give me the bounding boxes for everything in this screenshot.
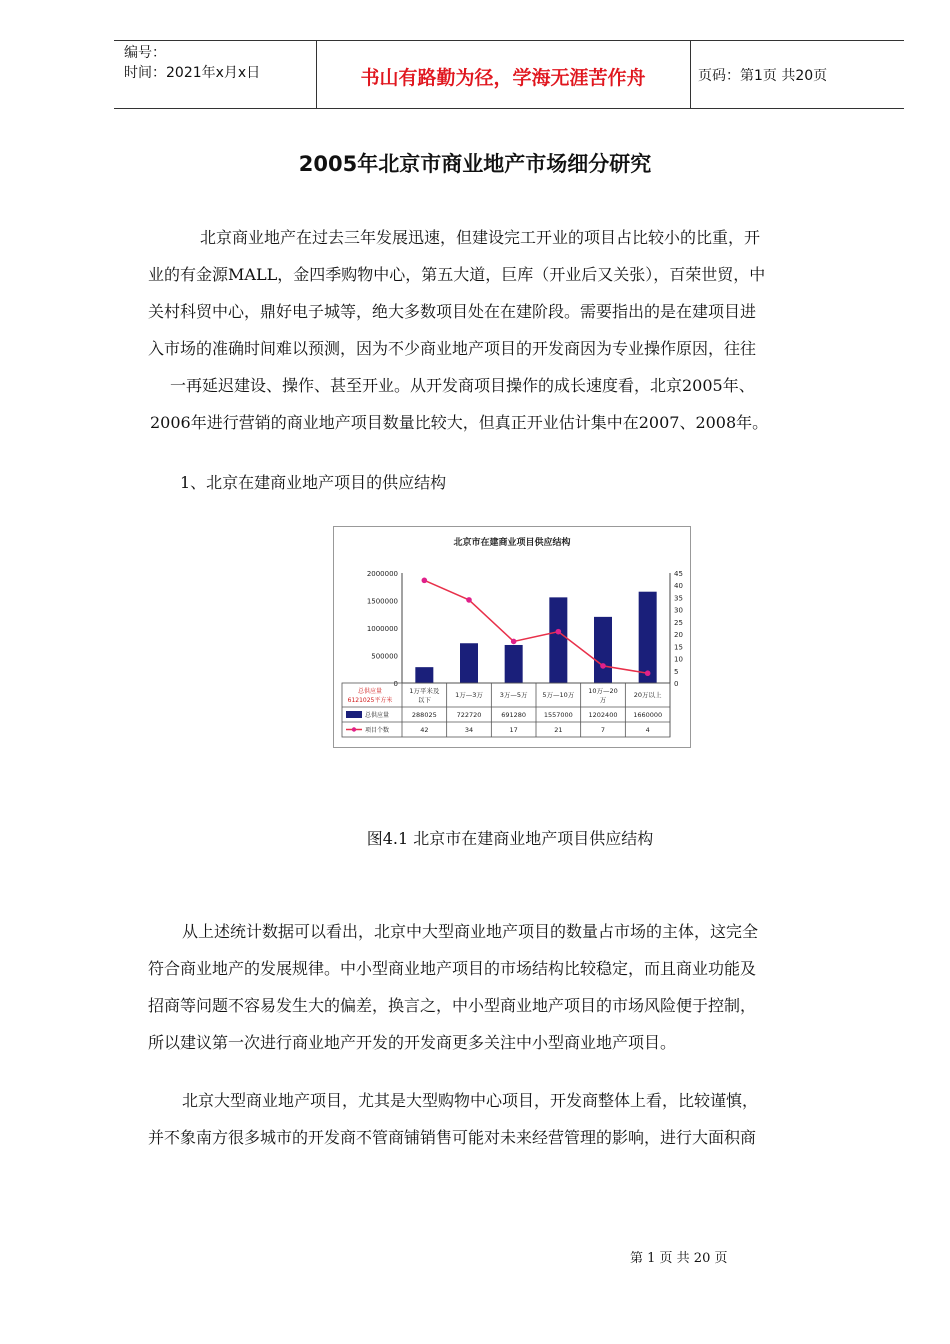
left-tick-label: 2000000 xyxy=(366,570,398,578)
category-label: 20万以上 xyxy=(633,691,662,699)
table-value: 1557000 xyxy=(543,711,573,719)
table-value: 42 xyxy=(420,726,429,734)
supply-structure-chart xyxy=(333,526,691,748)
table-value: 4 xyxy=(645,726,650,734)
page-footer: 第 1 页 共 20 页 xyxy=(630,1251,728,1266)
table-value: 722720 xyxy=(456,711,482,719)
category-label: 5万—10万 xyxy=(542,691,575,699)
bar xyxy=(505,645,523,683)
paragraph-line: 并不象南方很多城市的开发商不管商铺销售可能对未来经营管理的影响，进行大面积商 xyxy=(148,1128,757,1147)
right-tick-label: 35 xyxy=(674,594,683,603)
document-title: 2005年北京市商业地产市场细分研究 xyxy=(298,152,652,176)
header-divider xyxy=(690,41,691,108)
paragraph-line: 北京商业地产在过去三年发展迅速，但建设完工开业的项目占比较小的比重，开 xyxy=(200,228,761,247)
bar xyxy=(460,643,478,683)
paragraph-line: 所以建议第一次进行商业地产开发的开发商更多关注中小型商业地产项目。 xyxy=(148,1033,677,1052)
bar xyxy=(594,617,612,683)
left-tick-label: 1000000 xyxy=(366,625,398,633)
right-tick-label: 5 xyxy=(674,667,679,676)
category-label: 1万—3万 xyxy=(455,691,483,699)
series-line xyxy=(424,580,647,673)
left-tick-label: 1500000 xyxy=(366,597,398,606)
paragraph-line: 业的有金源MALL，金四季购物中心，第五大道，巨库（开业后又关张），百荣世贸，中 xyxy=(148,265,766,284)
paragraph-line: 关村科贸中心，鼎好电子城等，绝大多数项目处在在建阶段。需要指出的是在建项目进 xyxy=(148,302,757,321)
right-tick-label: 45 xyxy=(674,570,683,578)
paragraph-line: 招商等问题不容易发生大的偏差，换言之，中小型商业地产项目的市场风险便于控制， xyxy=(148,996,757,1015)
page-label: 页码：第1页 共20页 xyxy=(698,68,828,84)
line-point xyxy=(422,578,428,584)
line-point xyxy=(466,597,472,603)
legend-line-marker xyxy=(352,727,356,731)
category-label: 1万平米及 xyxy=(409,687,440,695)
line-point xyxy=(511,639,517,645)
section-heading: 1、北京在建商业地产项目的供应结构 xyxy=(180,473,447,492)
left-tick-label: 500000 xyxy=(371,652,398,661)
bar xyxy=(549,597,567,683)
paragraph-line: 入市场的准确时间难以预测，因为不少商业地产项目的开发商因为专业操作原因，往往 xyxy=(148,339,757,358)
paragraph-2 xyxy=(148,913,876,1061)
legend-bar-label: 总供应量 xyxy=(365,712,390,719)
chart-svg xyxy=(334,527,690,747)
right-tick-label: 15 xyxy=(674,643,683,652)
left-tick-label: 0 xyxy=(393,680,398,688)
paragraph-line: 符合商业地产的发展规律。中小型商业地产项目的市场结构比较稳定，而且商业功能及 xyxy=(148,959,757,978)
right-tick-label: 30 xyxy=(674,606,683,615)
line-point xyxy=(556,629,562,635)
paragraph-1 xyxy=(148,219,876,441)
right-tick-label: 10 xyxy=(674,655,683,664)
paragraph-line: 从上述统计数据可以看出，北京中大型商业地产项目的数量占市场的主体，这完全 xyxy=(182,922,759,941)
header-meta xyxy=(124,43,260,83)
right-tick-label: 0 xyxy=(674,680,679,688)
legend-bar-swatch xyxy=(346,711,362,718)
line-point xyxy=(645,670,651,676)
total-supply-annotation: 6121025平方米 xyxy=(347,697,393,704)
time-label: 时间：2021年x月x日 xyxy=(124,65,261,81)
table-value: 34 xyxy=(464,726,474,734)
table-value: 21 xyxy=(554,726,563,734)
category-label: 万 xyxy=(599,696,607,704)
table-value: 691280 xyxy=(501,711,527,719)
header-motto: 书山有路勤为径，学海无涯苦作舟 xyxy=(360,67,646,89)
legend-line-label: 项目个数 xyxy=(365,727,390,734)
bar xyxy=(639,592,657,683)
category-label: 以下 xyxy=(417,696,431,704)
number-label: 编号： xyxy=(124,45,166,61)
category-label: 3万—5万 xyxy=(499,691,528,699)
right-tick-label: 20 xyxy=(674,631,683,640)
paragraph-3 xyxy=(148,1082,876,1156)
header-table xyxy=(114,40,904,109)
table-value: 1660000 xyxy=(633,711,663,719)
paragraph-line: 2006年进行营销的商业地产项目数量比较大，但真正开业估计集中在2007、2008年。 xyxy=(150,413,769,432)
bar xyxy=(415,667,433,683)
paragraph-line: 北京大型商业地产项目，尤其是大型购物中心项目，开发商整体上看，比较谨慎， xyxy=(182,1091,759,1110)
category-label: 10万—20 xyxy=(588,687,618,695)
paragraph-line: 一再延迟建设、操作、甚至开业。从开发商项目操作的成长速度看，北京2005年、 xyxy=(170,376,755,395)
right-tick-label: 40 xyxy=(674,582,683,591)
table-value: 1202400 xyxy=(588,711,618,719)
table-value: 17 xyxy=(509,726,518,734)
chart-title: 北京市在建商业项目供应结构 xyxy=(453,538,571,548)
table-value: 7 xyxy=(600,726,606,734)
figure-caption: 图4.1 北京市在建商业地产项目供应结构 xyxy=(366,829,654,848)
right-tick-label: 25 xyxy=(674,618,683,627)
total-supply-annotation: 总供应量 xyxy=(357,688,383,695)
line-point xyxy=(600,663,606,669)
table-value: 288025 xyxy=(411,711,437,719)
